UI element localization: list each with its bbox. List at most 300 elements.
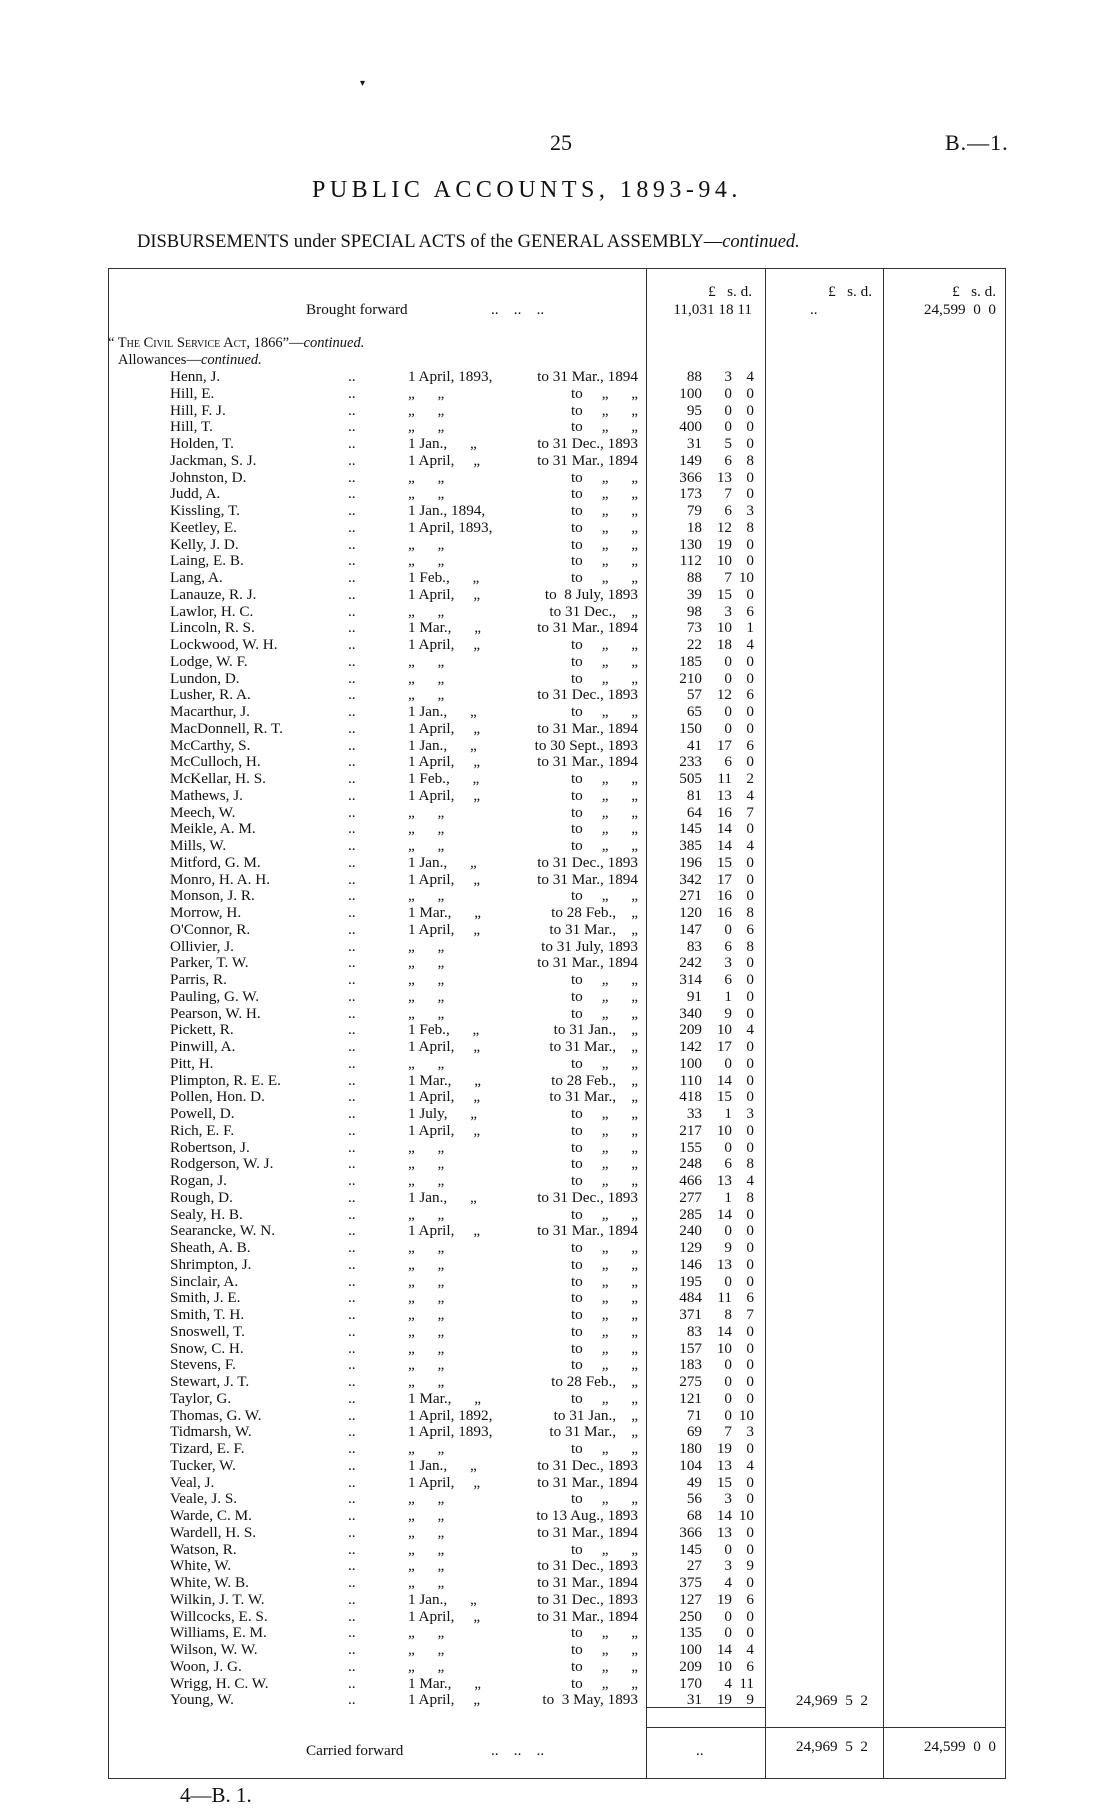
amount-shillings: 0 bbox=[724, 703, 732, 720]
amount-pounds: 81 bbox=[686, 786, 702, 804]
amount-shillings: 13 bbox=[716, 1172, 732, 1189]
amount-shillings: 0 bbox=[724, 1607, 732, 1625]
amount-pounds: 22 bbox=[686, 636, 702, 653]
amount-pounds: 155 bbox=[679, 1138, 702, 1156]
amount-shillings: 6 bbox=[724, 502, 732, 519]
payee-name: Hill, T. bbox=[170, 418, 213, 436]
amount-pounds: 49 bbox=[686, 1473, 702, 1491]
row-dots: .. bbox=[348, 1088, 356, 1106]
amount-pounds: 145 bbox=[679, 820, 702, 838]
amount-shillings: 0 bbox=[724, 1373, 732, 1390]
table-top-rule bbox=[108, 268, 1006, 269]
amount-shillings: 1 bbox=[724, 1188, 732, 1206]
amount-pounds: 505 bbox=[679, 770, 702, 787]
payee-name: Sheath, A. B. bbox=[170, 1239, 251, 1256]
amount-pounds: 31 bbox=[686, 435, 702, 452]
amount-shillings: 15 bbox=[716, 585, 732, 603]
row-dots: .. bbox=[348, 937, 356, 955]
payee-name: Lanauze, R. J. bbox=[170, 585, 257, 603]
period-to: to „ „ bbox=[570, 1138, 638, 1156]
period-from: „ „ bbox=[408, 1657, 445, 1675]
row-dots: .. bbox=[348, 719, 356, 737]
period-from: 1 April, „ bbox=[408, 1691, 481, 1709]
amount-pence: 3 bbox=[746, 1423, 754, 1441]
period-from: „ „ bbox=[408, 1356, 445, 1374]
amount-pence: 0 bbox=[746, 1239, 754, 1256]
amount-shillings: 0 bbox=[724, 418, 732, 436]
amount-pounds: 185 bbox=[679, 652, 702, 670]
payee-name: Rich, E. F. bbox=[170, 1121, 235, 1139]
amount-pounds: 27 bbox=[686, 1557, 702, 1575]
amount-pence: 0 bbox=[746, 719, 754, 737]
period-from: 1 April, „ bbox=[408, 719, 481, 737]
payee-name: Pickett, R. bbox=[170, 1021, 234, 1039]
amount-pounds: 91 bbox=[686, 987, 702, 1005]
row-dots: .. bbox=[348, 1205, 356, 1223]
period-to: to 31 Mar., „ bbox=[549, 1038, 638, 1055]
row-dots: .. bbox=[348, 1607, 356, 1625]
amount-pence: 0 bbox=[746, 1121, 754, 1139]
amount-shillings: 19 bbox=[716, 1590, 732, 1608]
period-from: „ „ bbox=[408, 1004, 445, 1022]
amount-shillings: 15 bbox=[716, 1088, 732, 1106]
amount-pence: 0 bbox=[746, 1523, 754, 1541]
payee-name: Pollen, Hon. D. bbox=[170, 1088, 265, 1106]
period-from: „ „ bbox=[408, 535, 445, 553]
act-title-text: “ The Civil Service Act, 1866”— bbox=[108, 335, 304, 351]
amount-pounds: 88 bbox=[686, 569, 702, 586]
act-title-continued: continued. bbox=[303, 335, 365, 351]
amount-pounds: 100 bbox=[679, 384, 702, 402]
amount-pence: 4 bbox=[746, 786, 754, 804]
payee-name: Snoswell, T. bbox=[170, 1322, 245, 1340]
period-from: „ „ bbox=[408, 602, 445, 620]
amount-pence: 0 bbox=[746, 1339, 754, 1357]
period-to: to „ „ bbox=[570, 971, 638, 988]
amount-shillings: 19 bbox=[716, 1691, 732, 1709]
amount-pence: 4 bbox=[746, 1172, 754, 1189]
amount-pence: 4 bbox=[746, 1641, 754, 1658]
footer-signature: 4—B. 1. bbox=[180, 1783, 252, 1807]
payee-name: McCulloch, H. bbox=[170, 753, 261, 771]
amount-pence: 4 bbox=[746, 368, 754, 385]
period-to: to „ „ bbox=[570, 1356, 638, 1374]
amount-shillings: 3 bbox=[724, 1557, 732, 1575]
period-from: 1 Feb., „ bbox=[408, 1021, 480, 1039]
payee-name: Thomas, G. W. bbox=[170, 1406, 262, 1424]
amount-pence: 0 bbox=[746, 1607, 754, 1625]
row-dots: .. bbox=[348, 451, 356, 469]
payee-name: Johnston, D. bbox=[170, 468, 247, 486]
amount-shillings: 0 bbox=[724, 1406, 732, 1424]
carried-forward-col3: 24,599 0 0 bbox=[923, 1738, 996, 1755]
payee-name: White, W. bbox=[170, 1557, 232, 1575]
amount-pence: 0 bbox=[746, 1255, 754, 1273]
payee-name: Smith, J. E. bbox=[170, 1289, 241, 1307]
amount-pounds: 242 bbox=[679, 954, 702, 972]
brought-forward-col1: 11,031 18 11 bbox=[673, 301, 752, 318]
period-to: to 31 Mar., 1894 bbox=[537, 1523, 638, 1541]
amount-shillings: 3 bbox=[724, 602, 732, 620]
period-to: to „ „ bbox=[570, 1339, 638, 1357]
payee-name: Sealy, H. B. bbox=[170, 1205, 243, 1223]
amount-shillings: 11 bbox=[717, 770, 732, 787]
amount-pounds: 129 bbox=[679, 1239, 702, 1256]
payee-name: Rogan, J. bbox=[170, 1172, 227, 1189]
period-from: „ „ bbox=[408, 1306, 445, 1323]
column-header-3: £ s. d. bbox=[952, 283, 996, 300]
row-dots: .. bbox=[348, 1507, 356, 1524]
period-from: „ „ bbox=[408, 1540, 445, 1558]
payee-name: Shrimpton, J. bbox=[170, 1255, 252, 1273]
amount-shillings: 10 bbox=[716, 1021, 732, 1039]
period-to: to „ „ bbox=[570, 837, 638, 854]
row-dots: .. bbox=[348, 1138, 356, 1156]
period-from: 1 April, „ bbox=[408, 870, 481, 888]
period-to: to „ „ bbox=[570, 803, 638, 821]
payee-name: Pauling, G. W. bbox=[170, 987, 260, 1005]
payee-name: Lincoln, R. S. bbox=[170, 619, 255, 637]
period-to: to „ „ bbox=[570, 669, 638, 687]
amount-pounds: 340 bbox=[679, 1004, 702, 1022]
amount-pounds: 366 bbox=[679, 468, 702, 486]
period-to: to „ „ bbox=[570, 1306, 638, 1323]
payee-name: Tidmarsh, W. bbox=[170, 1423, 252, 1441]
payee-name: Henn, J. bbox=[170, 368, 221, 385]
payee-name: Tucker, W. bbox=[170, 1456, 236, 1474]
period-from: 1 April, 1893, bbox=[408, 1423, 493, 1441]
amount-pence: 0 bbox=[746, 971, 754, 988]
amount-shillings: 6 bbox=[724, 1155, 732, 1173]
period-to: to „ „ bbox=[570, 887, 638, 905]
period-to: to „ „ bbox=[570, 1205, 638, 1223]
amount-pounds: 95 bbox=[686, 401, 702, 419]
amount-pounds: 233 bbox=[679, 753, 702, 771]
period-to: to 31 July, 1893 bbox=[541, 937, 638, 955]
amount-shillings: 14 bbox=[716, 1071, 732, 1089]
row-dots: .. bbox=[348, 585, 356, 603]
amount-pence: 0 bbox=[746, 1389, 754, 1407]
payee-name: Monson, J. R. bbox=[170, 887, 255, 905]
period-from: 1 Jan., „ bbox=[408, 1590, 477, 1608]
period-from: 1 April, „ bbox=[408, 1038, 481, 1055]
amount-pounds: 68 bbox=[686, 1507, 702, 1524]
period-from: 1 Mar., „ bbox=[408, 904, 481, 921]
amount-pence: 8 bbox=[746, 937, 754, 955]
amount-pounds: 180 bbox=[679, 1440, 702, 1457]
payee-name: Morrow, H. bbox=[170, 904, 242, 921]
brought-forward-col2: .. bbox=[810, 301, 818, 318]
amount-shillings: 6 bbox=[724, 451, 732, 469]
amount-pence: 0 bbox=[746, 1138, 754, 1156]
payee-name: McCarthy, S. bbox=[170, 736, 251, 754]
period-to: to „ „ bbox=[570, 1440, 638, 1457]
period-from: 1 Feb., „ bbox=[408, 569, 480, 586]
amount-pounds: 466 bbox=[679, 1172, 702, 1189]
row-dots: .. bbox=[348, 368, 356, 385]
amount-pounds: 65 bbox=[686, 703, 702, 720]
period-from: „ „ bbox=[408, 552, 445, 570]
amount-pence: 6 bbox=[746, 1590, 754, 1608]
amount-pence: 7 bbox=[746, 1306, 754, 1323]
period-to: to „ „ bbox=[570, 518, 638, 536]
period-to: to 31 Dec., 1893 bbox=[537, 686, 638, 704]
period-to: to 31 Mar., 1894 bbox=[537, 719, 638, 737]
period-to: to „ „ bbox=[570, 1172, 638, 1189]
amount-pounds: 98 bbox=[686, 602, 702, 620]
amount-pence: 0 bbox=[746, 418, 754, 436]
amount-shillings: 0 bbox=[724, 401, 732, 419]
amount-pence: 4 bbox=[746, 636, 754, 653]
payee-name: Stevens, F. bbox=[170, 1356, 236, 1374]
payee-name: White, W. B. bbox=[170, 1574, 249, 1591]
period-from: 1 Jan., „ bbox=[408, 736, 477, 754]
payee-name: Hill, E. bbox=[170, 384, 215, 402]
payee-name: Veale, J. S. bbox=[170, 1490, 238, 1508]
amount-shillings: 0 bbox=[724, 1222, 732, 1240]
carried-forward-dots: .. .. .. bbox=[491, 1742, 545, 1759]
period-from: „ „ bbox=[408, 401, 445, 419]
period-from: „ „ bbox=[408, 937, 445, 955]
amount-shillings: 3 bbox=[724, 368, 732, 385]
amount-shillings: 13 bbox=[716, 1456, 732, 1474]
amount-pence: 4 bbox=[746, 837, 754, 854]
column-rule-3 bbox=[883, 268, 884, 1779]
amount-pounds: 121 bbox=[679, 1389, 702, 1407]
row-dots: .. bbox=[348, 920, 356, 938]
payee-name: Lang, A. bbox=[170, 569, 223, 586]
period-to: to 31 Dec., 1893 bbox=[537, 853, 638, 871]
act-title bbox=[108, 335, 364, 352]
amount-pence: 0 bbox=[746, 585, 754, 603]
period-to: to 8 July, 1893 bbox=[544, 585, 638, 603]
amount-pence: 6 bbox=[746, 1657, 754, 1675]
period-from: „ „ bbox=[408, 686, 445, 704]
row-dots: .. bbox=[348, 770, 356, 787]
amount-pence: 0 bbox=[746, 384, 754, 402]
payee-name: Smith, T. H. bbox=[170, 1306, 245, 1323]
allowances-continued: continued. bbox=[200, 352, 262, 368]
amount-shillings: 10 bbox=[716, 1339, 732, 1357]
period-to: to „ „ bbox=[570, 1490, 638, 1508]
period-from: „ „ bbox=[408, 837, 445, 854]
period-to: to 31 Jan., „ bbox=[553, 1406, 638, 1424]
period-to: to „ „ bbox=[570, 652, 638, 670]
period-from: „ „ bbox=[408, 1054, 445, 1072]
amount-shillings: 19 bbox=[716, 535, 732, 553]
carried-forward-col2: 24,969 5 2 bbox=[795, 1738, 868, 1755]
period-from: 1 Jan., „ bbox=[408, 703, 477, 720]
amount-shillings: 0 bbox=[724, 1624, 732, 1642]
payee-name: O'Connor, R. bbox=[170, 920, 251, 938]
amount-pounds: 83 bbox=[686, 937, 702, 955]
period-to: to „ „ bbox=[570, 1121, 638, 1139]
period-to: to „ „ bbox=[570, 820, 638, 838]
amount-pence: 3 bbox=[746, 502, 754, 519]
amount-shillings: 10 bbox=[716, 552, 732, 570]
amount-pounds: 71 bbox=[686, 1406, 702, 1424]
amount-pounds: 150 bbox=[679, 719, 702, 737]
amount-pounds: 130 bbox=[679, 535, 702, 553]
amount-pence: 0 bbox=[746, 703, 754, 720]
amount-shillings: 7 bbox=[724, 485, 732, 503]
period-to: to „ „ bbox=[570, 1289, 638, 1307]
amount-pounds: 100 bbox=[679, 1641, 702, 1658]
amount-shillings: 14 bbox=[716, 1205, 732, 1223]
row-dots: .. bbox=[348, 401, 356, 419]
amount-pounds: 240 bbox=[679, 1222, 702, 1240]
period-to: to „ „ bbox=[570, 535, 638, 553]
period-from: „ „ bbox=[408, 1490, 445, 1508]
period-from: 1 April, „ bbox=[408, 753, 481, 771]
row-dots: .. bbox=[348, 987, 356, 1005]
row-dots: .. bbox=[348, 485, 356, 503]
amount-pounds: 366 bbox=[679, 1523, 702, 1541]
payee-name: Wilkin, J. T. W. bbox=[170, 1590, 265, 1608]
amount-shillings: 14 bbox=[716, 1507, 732, 1524]
amount-shillings: 17 bbox=[716, 1038, 732, 1055]
amount-pence: 0 bbox=[746, 1624, 754, 1642]
period-to: to „ „ bbox=[570, 1389, 638, 1407]
amount-pounds: 41 bbox=[686, 736, 702, 754]
subtitle-main: DISBURSEMENTS under SPECIAL ACTS of the GENERAL ASSEMBLY— bbox=[137, 232, 723, 252]
period-to: to „ „ bbox=[570, 1105, 638, 1122]
row-dots: .. bbox=[348, 686, 356, 704]
period-from: 1 Jan., „ bbox=[408, 435, 477, 452]
payee-name: Stewart, J. T. bbox=[170, 1373, 250, 1390]
row-dots: .. bbox=[348, 1339, 356, 1357]
period-from: 1 July, „ bbox=[408, 1105, 478, 1122]
payee-name: Mitford, G. M. bbox=[170, 853, 261, 871]
amount-pounds: 418 bbox=[679, 1088, 702, 1106]
period-to: to 31 Mar., 1894 bbox=[537, 451, 638, 469]
amount-pounds: 147 bbox=[679, 920, 702, 938]
amount-shillings: 4 bbox=[724, 1674, 732, 1692]
payee-name: Macarthur, J. bbox=[170, 703, 250, 720]
period-to: to „ „ bbox=[570, 770, 638, 787]
period-from: 1 April, 1892, bbox=[408, 1406, 493, 1424]
row-dots: .. bbox=[348, 736, 356, 754]
allowances-heading bbox=[118, 352, 262, 369]
column-header-2: £ s. d. bbox=[828, 283, 872, 300]
row-dots: .. bbox=[348, 1038, 356, 1055]
period-from: 1 Jan., „ bbox=[408, 1456, 477, 1474]
amount-pounds: 31 bbox=[686, 1691, 702, 1709]
payee-name: Holden, T. bbox=[170, 435, 234, 452]
amount-pence: 0 bbox=[746, 1088, 754, 1106]
period-from: 1 April, „ bbox=[408, 920, 481, 938]
period-from: „ „ bbox=[408, 1205, 445, 1223]
period-to: to 31 Mar., 1894 bbox=[537, 1607, 638, 1625]
amount-pence: 0 bbox=[746, 870, 754, 888]
amount-shillings: 17 bbox=[716, 736, 732, 754]
amount-shillings: 9 bbox=[724, 1239, 732, 1256]
amount-pounds: 170 bbox=[679, 1674, 702, 1692]
amount-pence: 10 bbox=[738, 1507, 754, 1524]
payee-name: Taylor, G. bbox=[170, 1389, 232, 1407]
amount-pounds: 209 bbox=[679, 1021, 702, 1039]
amount-pence: 0 bbox=[746, 652, 754, 670]
payee-name: Willcocks, E. S. bbox=[170, 1607, 268, 1625]
amount-pence: 6 bbox=[746, 1289, 754, 1307]
amount-pence: 0 bbox=[746, 401, 754, 419]
period-from: „ „ bbox=[408, 971, 445, 988]
period-from: „ „ bbox=[408, 820, 445, 838]
payee-name: Snow, C. H. bbox=[170, 1339, 244, 1357]
column-rule-2 bbox=[765, 268, 766, 1779]
row-dots: .. bbox=[348, 1272, 356, 1290]
amount-pounds: 100 bbox=[679, 1054, 702, 1072]
period-to: to „ „ bbox=[570, 401, 638, 419]
period-from: „ „ bbox=[408, 1373, 445, 1390]
payee-name: Laing, E. B. bbox=[170, 552, 244, 570]
amount-pence: 7 bbox=[746, 803, 754, 821]
amount-pence: 0 bbox=[746, 954, 754, 972]
row-dots: .. bbox=[348, 1322, 356, 1340]
column-rule-1 bbox=[646, 268, 647, 1779]
payee-name: Lodge, W. F. bbox=[170, 652, 248, 670]
period-from: „ „ bbox=[408, 1507, 445, 1524]
payee-name: Kelly, J. D. bbox=[170, 535, 239, 553]
row-dots: .. bbox=[348, 971, 356, 988]
payee-name: Pearson, W. H. bbox=[170, 1004, 261, 1022]
amount-shillings: 6 bbox=[724, 937, 732, 955]
row-dots: .. bbox=[348, 535, 356, 553]
row-dots: .. bbox=[348, 887, 356, 905]
amount-pounds: 120 bbox=[679, 904, 702, 921]
amount-pence: 1 bbox=[746, 619, 754, 637]
row-dots: .. bbox=[348, 669, 356, 687]
amount-pence: 0 bbox=[746, 535, 754, 553]
amount-shillings: 0 bbox=[724, 1356, 732, 1374]
period-to: to 31 Jan., „ bbox=[553, 1021, 638, 1039]
amount-shillings: 10 bbox=[716, 1121, 732, 1139]
row-dots: .. bbox=[348, 1473, 356, 1491]
period-from: 1 April, „ bbox=[408, 636, 481, 653]
amount-pence: 0 bbox=[746, 552, 754, 570]
amount-shillings: 3 bbox=[724, 954, 732, 972]
period-to: to 31 Mar., 1894 bbox=[537, 619, 638, 637]
amount-pence: 8 bbox=[746, 1188, 754, 1206]
amount-shillings: 0 bbox=[724, 384, 732, 402]
amount-pounds: 157 bbox=[679, 1339, 702, 1357]
payee-name: Keetley, E. bbox=[170, 518, 237, 536]
amount-pence: 0 bbox=[746, 887, 754, 905]
period-to: to 31 Mar., „ bbox=[549, 1088, 638, 1106]
row-dots: .. bbox=[348, 1540, 356, 1558]
amount-pounds: 39 bbox=[686, 585, 702, 603]
row-dots: .. bbox=[348, 1071, 356, 1089]
row-dots: .. bbox=[348, 619, 356, 637]
period-from: „ „ bbox=[408, 1239, 445, 1256]
amount-pence: 0 bbox=[746, 669, 754, 687]
amount-pence: 9 bbox=[746, 1691, 754, 1709]
amount-shillings: 0 bbox=[724, 1138, 732, 1156]
payee-name: Parris, R. bbox=[170, 971, 227, 988]
period-to: to „ „ bbox=[570, 468, 638, 486]
payee-name: Lawlor, H. C. bbox=[170, 602, 254, 620]
brought-forward-dots: .. .. .. bbox=[491, 301, 545, 318]
period-to: to 3 May, 1893 bbox=[542, 1691, 638, 1709]
payee-name: Judd, A. bbox=[170, 485, 221, 503]
amount-shillings: 0 bbox=[724, 669, 732, 687]
row-dots: .. bbox=[348, 753, 356, 771]
period-from: 1 Mar., „ bbox=[408, 1674, 481, 1692]
period-from: 1 April, „ bbox=[408, 585, 481, 603]
amount-shillings: 16 bbox=[716, 887, 732, 905]
amount-pence: 6 bbox=[746, 602, 754, 620]
period-to: to 31 Mar., 1894 bbox=[537, 1222, 638, 1240]
